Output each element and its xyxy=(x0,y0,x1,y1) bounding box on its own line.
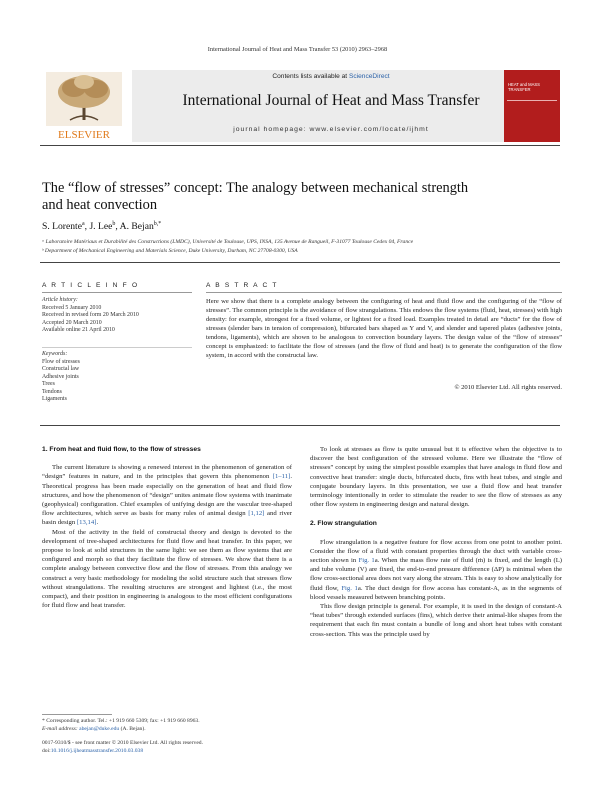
author-name[interactable]: S. Lorente xyxy=(42,221,82,233)
article-title-line1: The “flow of stresses” concept: The analogy between mechanical strength xyxy=(42,180,469,196)
article-title xyxy=(42,180,512,214)
author-name[interactable]: A. Bejan xyxy=(119,221,154,233)
footnote-contact: * Corresponding author. Tel.: +1 919 660 5309; fax: +1 919 660 8963. xyxy=(42,718,200,724)
section-1-paragraph-2: Most of the activity in the field of constructal theory and design is devoted to the development of tree-shaped architectures for fluid flow and heat transfer. In this paper, we propose to look at solid structures in the same light: we see them as flow systems that are configured and morph so that they facilitate the flow of stresses. We show that there is a complete analogy between convective flow and the flow of stresses. From this analogy we construct a very basic methodology for modeling the solid structure such that stresses flow without strangulations. The resulting structures are strongest and lightest (i.e., the most compact), and their position in engineering is analogous to the most efficient configurations for fluid flow and heat transfer. xyxy=(42,528,292,610)
citation-link[interactable]: [1–11] xyxy=(272,473,291,481)
citation-link[interactable]: [1,12] xyxy=(248,510,265,518)
running-head: International Journal of Heat and Mass Transfer 53 (2010) 2963–2968 xyxy=(207,46,388,53)
author-affil-mark: b,* xyxy=(153,221,162,227)
affiliation-a: ᵃ Laboratoire Matériaux et Durabilité des Constructions (LMDC), Université de Toulouse, UPS, INSA, 135 Avenue de Rangueil, F-31077 Toulouse Cedex 04, France xyxy=(42,239,414,245)
article-info-label: A R T I C L E I N F O xyxy=(42,282,139,289)
abstract-text: Here we show that there is a complete analogy between the configuring of heat and fluid flow and the configuring of the “flow of stresses”. The common principle is the avoidance of flow strangulations. This endows the flow systems (fluid, heat, stresses) with high density: for example, strongest for a fixed volume, or lightest for a fixed load. Examples treated in detail are “ducts” for the flow of stresses (slender bars in tension of compression), bifurcated bars shaped as Y and V, and slender and tapered plates (adhesive joints, tendons, ligaments), which are shown to be analogous to convection boundary layers. The design value of the “flow of stresses” concept is emphasized: to facilitate the flow of stresses (and the flow of fluid and heat) is to generate the configuration of the flow system, in accord with the constructal law. xyxy=(206,298,562,359)
footnote-rule xyxy=(42,714,112,715)
journal-homepage[interactable]: journal homepage: www.elsevier.com/locate/ijhmt xyxy=(233,126,429,133)
text-run: . xyxy=(96,519,99,527)
abstract-end-rule xyxy=(40,425,560,426)
author-list: S. Lorente$^a$, J. Lee$^b$, A. Bejan$^{b,*}$ xyxy=(42,221,162,233)
history-item: Available online 21 April 2010 xyxy=(42,327,115,333)
section-1-heading: 1. From heat and fluid flow, to the flow of stresses xyxy=(42,446,201,453)
keyword-item: Constructal law xyxy=(42,366,80,372)
banner-center xyxy=(132,70,530,142)
text-run: and river basin design xyxy=(42,510,292,527)
sciencedirect-link[interactable]: ScienceDirect xyxy=(348,73,390,80)
text-run: a. The duct design for flow access has constant-A, as in the segments of blood vessels measured between branching points. xyxy=(310,584,562,601)
email-label: E-mail address: xyxy=(42,725,80,732)
section-2-heading: 2. Flow strangulation xyxy=(310,520,377,528)
article-history xyxy=(42,297,192,335)
article-info-rule xyxy=(42,292,192,293)
banner-rule xyxy=(40,145,560,146)
author-affil-mark: a xyxy=(81,221,85,227)
publisher-name: ELSEVIER xyxy=(58,129,110,141)
section-1-paragraph-1 xyxy=(42,463,292,527)
email-link[interactable]: abejan@duke.edu xyxy=(79,725,120,732)
section-1-paragraph-3: To look at stresses as flow is quite unusual but it is effective when the objective is to discover the best configuration of the stressed volume. Here we illustrate the “flow of stresses” concept by using the simplest possible examples that have analogs in fluid flow and convective heat transfer: single ducts, bifurcated ducts, fins with heat tubes, and single and conjugate boundary layers. In this presentation, we use a fluid flow and heat transfer terminology intentionally in order to stimulate the reader to see the flow of stresses as any other flow system in engineering design and natural design. xyxy=(310,446,562,509)
text-run: The current literature is showing a renewed interest in the phenomenon of generation of “design” features in nature, and in the principles that govern this phenomenon xyxy=(42,464,292,481)
keyword-item: Trees xyxy=(42,381,55,387)
keywords-block xyxy=(42,351,192,404)
figure-link[interactable]: Fig. 1 xyxy=(341,584,358,592)
section-2-paragraph-2: This flow design principle is general. For example, it is used in the design of constant-A “heat tubes” through extended surfaces (fins), which derive their animal-like shapes from the requirement that each fin must contain a bundle of long and short heat tubes with constant cross-section. This was the principle used by xyxy=(310,603,562,638)
doi-link[interactable]: 10.1016/j.ijheatmasstransfer.2010.03.038 xyxy=(50,747,144,754)
history-heading: Article history: xyxy=(42,297,78,303)
cover-title: HEAT and MASS TRANSFER xyxy=(508,82,540,92)
column-left xyxy=(42,445,292,610)
text-run: . Theoretical progress has been made especially on the generation of heat and fluid flow structures, and how the phenomenon of “design” unites animate flow systems with inanimate (geophysical) configuration. Chief examples of unifying design are the vascular tree-shaped flow architectures, which serve as basis for many rules of animal design xyxy=(42,473,292,518)
keyword-item: Adhesive joints xyxy=(42,373,79,380)
journal-banner xyxy=(40,70,560,142)
elsevier-tree-icon xyxy=(40,70,128,142)
author-name[interactable]: J. Lee xyxy=(89,221,113,233)
section-2-paragraph-1 xyxy=(310,538,562,602)
cover-divider xyxy=(507,100,557,101)
keyword-item: Tendons xyxy=(42,388,62,395)
journal-cover-thumbnail[interactable] xyxy=(504,70,560,142)
journal-title: International Journal of Heat and Mass Transfer xyxy=(182,92,480,109)
history-item: Received in revised form 20 March 2010 xyxy=(42,312,139,318)
page-footer xyxy=(42,740,302,755)
elsevier-logo[interactable] xyxy=(40,70,128,142)
text-run: a. When the mass flow rate of fluid (ṁ) is fixed, and the length (L) and tube volume (V) are fixed, the end-to-end pressure difference (ΔP) is minimal when the flow cross-sectional area does not vary along the stream. This is easy to show analytically for fluid flow, xyxy=(310,557,563,592)
abstract-rule xyxy=(206,292,562,293)
contents-line xyxy=(132,73,530,80)
doi-line xyxy=(42,748,302,756)
column-right xyxy=(310,445,562,639)
author-affil-mark: b xyxy=(112,221,116,227)
keyword-item: Ligaments xyxy=(42,396,67,402)
keywords-heading: Keywords: xyxy=(42,351,68,357)
email-suffix: (A. Bejan). xyxy=(119,725,146,732)
doi-prefix: doi: xyxy=(42,747,51,754)
citation-link[interactable]: [13,14] xyxy=(76,519,97,527)
history-item: Accepted 20 March 2010 xyxy=(42,319,102,326)
abstract-label: A B S T R A C T xyxy=(206,282,279,289)
keywords-rule xyxy=(42,347,192,348)
article-title-line2: and heat convection xyxy=(42,197,158,213)
header-rule xyxy=(40,262,560,263)
issn-line: 0017-9310/$ - see front matter © 2010 Elsevier Ltd. All rights reserved. xyxy=(42,740,203,746)
affiliation-b: ᵇ Department of Mechanical Engineering and Materials Science, Duke University, Durham, NC 27708-0300, USA xyxy=(42,248,298,254)
contents-prefix: Contents lists available at xyxy=(272,73,349,80)
copyright-notice: © 2010 Elsevier Ltd. All rights reserved. xyxy=(454,384,562,391)
footnote-email-line xyxy=(42,726,292,734)
text-run: Flow strangulation is a negative feature for flow access from one point to another point. Consider the flow of a fluid with constant properties through the duct with variable cross-section shown in xyxy=(310,538,562,565)
history-item: Received 5 January 2010 xyxy=(42,304,102,311)
figure-link[interactable]: Fig. 1 xyxy=(358,557,375,565)
keyword-item: Flow of stresses xyxy=(42,358,80,365)
corresponding-author-footnote xyxy=(42,718,292,733)
